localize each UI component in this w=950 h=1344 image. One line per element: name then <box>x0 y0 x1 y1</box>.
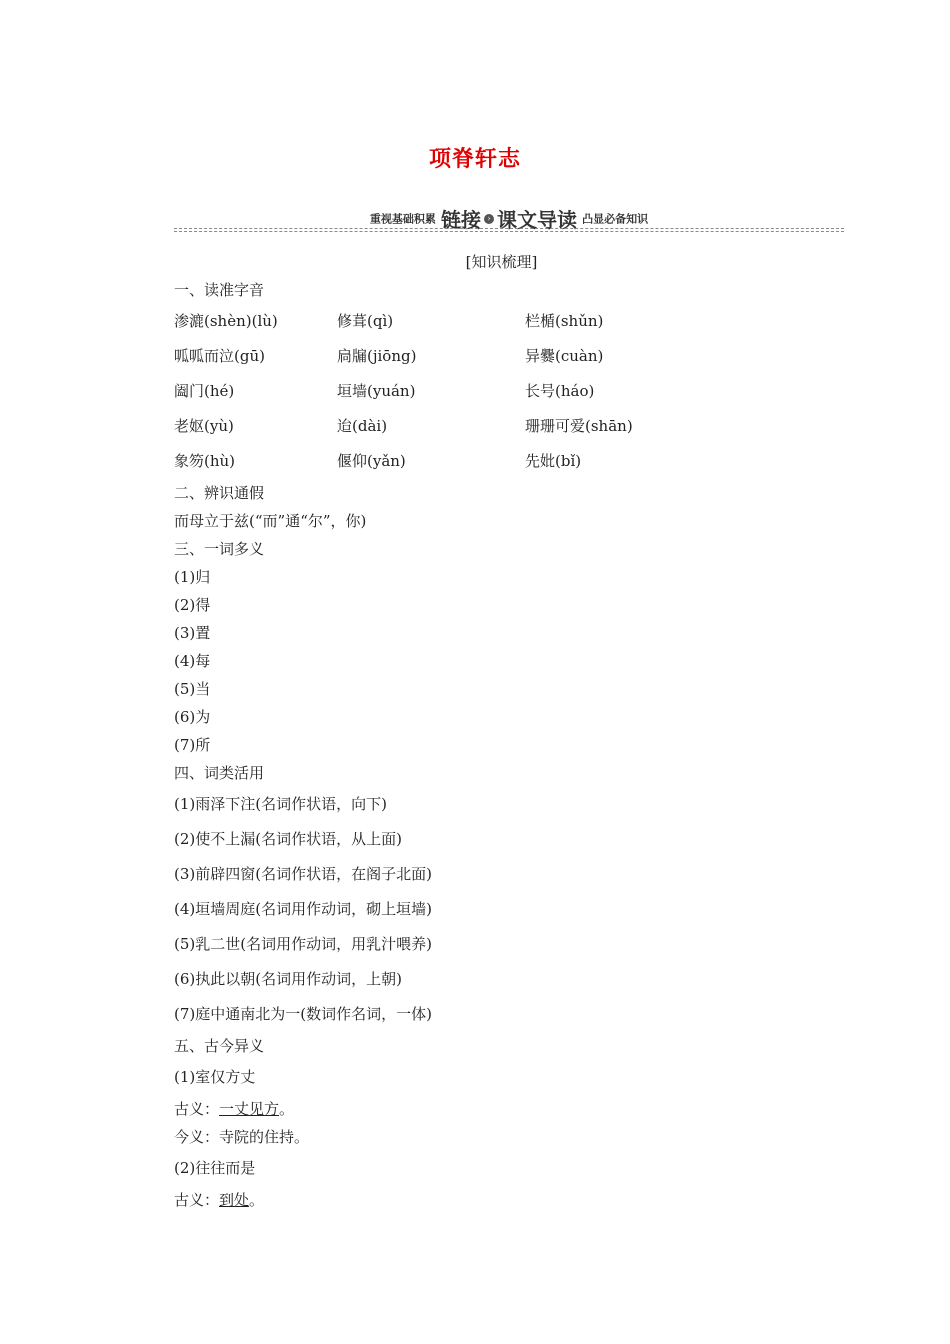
ancient-meaning: 到处 <box>219 1191 250 1209</box>
pinyin-cell: 珊珊可爱(shān) <box>525 417 633 435</box>
part5-heading: 五、古今异义 <box>174 1037 265 1055</box>
tongjia-line: 而母立于兹(“而”通“尔”，你) <box>174 512 367 530</box>
period: 。 <box>279 1100 295 1118</box>
polysemy-item: (3)置 <box>174 624 211 642</box>
pinyin-row <box>174 339 854 374</box>
modern-meaning-line: 今义：寺院的住持。 <box>174 1128 310 1146</box>
pinyin-cell: 渗漉(shèn)(lù) <box>174 312 278 330</box>
arrow-icon: › <box>484 214 494 224</box>
ancient-label: 古义： <box>174 1100 220 1118</box>
banner-divider-bottom <box>174 231 844 232</box>
period: 。 <box>249 1191 265 1209</box>
ancient-label: 古义： <box>174 1191 220 1209</box>
polysemy-item: (1)归 <box>174 568 211 586</box>
polysemy-item: (4)每 <box>174 652 211 670</box>
pinyin-cell: 栏楯(shǔn) <box>525 312 604 330</box>
word-class-item: (1)雨泽下注(名词作状语，向下) <box>174 795 387 813</box>
ancient-modern-item: (1)室仅方丈 <box>174 1068 256 1086</box>
banner-divider-top <box>174 228 844 229</box>
pinyin-row <box>174 409 854 444</box>
section-banner <box>174 200 844 236</box>
banner-main-a: 链接 <box>441 208 481 232</box>
word-class-item: (3)前辟四窗(名词作状语，在阁子北面) <box>174 865 432 883</box>
section-header: [知识梳理] <box>465 253 538 271</box>
pinyin-cell: 异爨(cuàn) <box>525 347 604 365</box>
part3-heading: 三、一词多义 <box>174 540 265 558</box>
word-class-item: (4)垣墙周庭(名词用作动词，砌上垣墙) <box>174 900 432 918</box>
word-class-item: (2)使不上漏(名词作状语，从上面) <box>174 830 402 848</box>
pinyin-cell: 修葺(qì) <box>337 312 394 330</box>
page-title: 项脊轩志 <box>428 147 521 172</box>
part1-heading: 一、读准字音 <box>174 281 265 299</box>
pinyin-row <box>174 304 854 339</box>
banner-main-b: 课文导读 <box>497 208 577 232</box>
pinyin-cell: 迨(dài) <box>337 417 388 435</box>
pinyin-row <box>174 444 854 479</box>
document-body <box>174 248 854 1214</box>
pinyin-cell: 象笏(hù) <box>174 452 236 470</box>
banner-left-text: 重视基础积累 <box>369 212 436 226</box>
pinyin-cell: 扃牖(jiōng) <box>337 347 417 365</box>
ancient-meaning: 一丈见方 <box>219 1100 280 1118</box>
pinyin-cell: 垣墙(yuán) <box>337 382 416 400</box>
ancient-meaning-line <box>174 1095 854 1123</box>
pinyin-cell: 长号(háo) <box>525 382 595 400</box>
ancient-modern-item: (2)往往而是 <box>174 1159 256 1177</box>
pinyin-cell: 老妪(yù) <box>174 417 234 435</box>
pinyin-cell: 偃仰(yǎn) <box>337 452 406 470</box>
polysemy-item: (7)所 <box>174 736 211 754</box>
part4-heading: 四、词类活用 <box>174 764 265 782</box>
polysemy-item: (2)得 <box>174 596 211 614</box>
ancient-meaning-line <box>174 1186 854 1214</box>
pinyin-cell: 先妣(bǐ) <box>525 452 582 470</box>
pinyin-cell: 呱呱而泣(gū) <box>174 347 265 365</box>
polysemy-item: (5)当 <box>174 680 211 698</box>
pinyin-cell: 阖门(hé) <box>174 382 235 400</box>
polysemy-item: (6)为 <box>174 708 211 726</box>
banner-right-text: 凸显必备知识 <box>582 212 649 226</box>
word-class-item: (5)乳二世(名词用作动词，用乳汁喂养) <box>174 935 432 953</box>
part2-heading: 二、辨识通假 <box>174 484 265 502</box>
word-class-item: (6)执此以朝(名词用作动词，上朝) <box>174 970 402 988</box>
word-class-item: (7)庭中通南北为一(数词作名词，一体) <box>174 1005 432 1023</box>
pinyin-row <box>174 374 854 409</box>
